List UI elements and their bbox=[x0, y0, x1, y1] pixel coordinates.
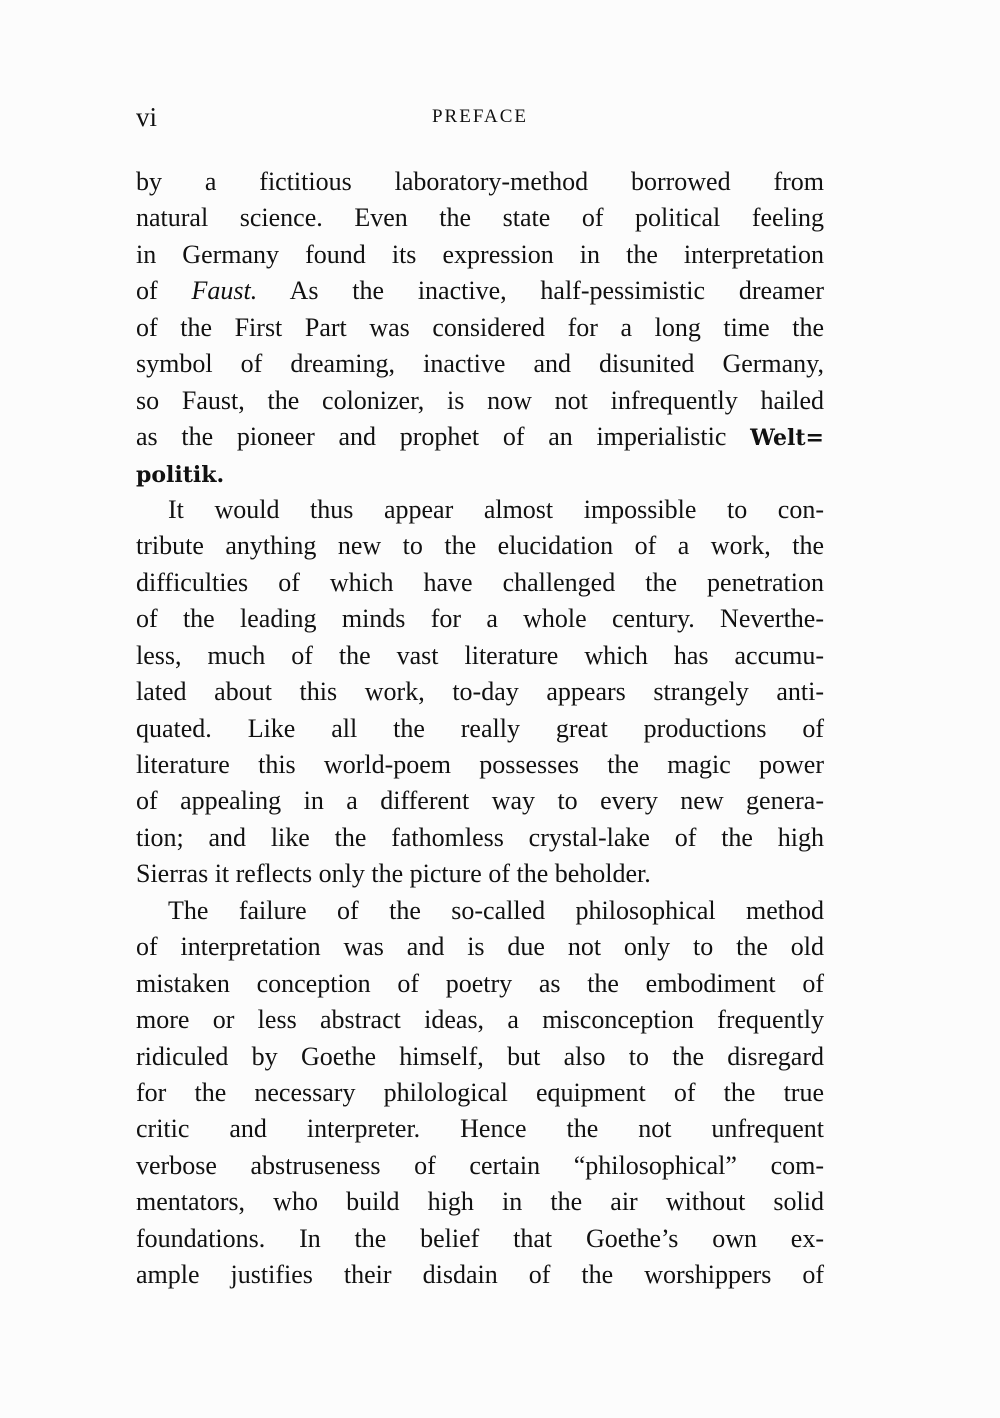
line-text: as the pioneer and prophet of an imperialistic bbox=[136, 422, 751, 452]
text-line bbox=[136, 456, 824, 492]
body-text bbox=[136, 164, 824, 1294]
text-line: of the leading minds for a whole century. Neverthe- bbox=[136, 604, 824, 634]
text-line: for the necessary philological equipment of the true bbox=[136, 1077, 824, 1107]
page-header bbox=[136, 100, 824, 134]
fraktur-word: Welt= bbox=[750, 425, 824, 452]
paragraph-3 bbox=[136, 893, 824, 1294]
text-line: tribute anything new to the elucidation of a work, the bbox=[136, 531, 824, 561]
text-line: ample justifies their disdain of the worshippers of bbox=[136, 1260, 824, 1290]
text-line: natural science. Even the state of political feeling bbox=[136, 203, 824, 233]
italic-title: Faust. bbox=[191, 276, 258, 306]
running-head: PREFACE bbox=[431, 106, 528, 127]
text-line: It would thus appear almost impossible to con- bbox=[168, 494, 824, 524]
text-line: more or less abstract ideas, a misconception frequently bbox=[136, 1005, 824, 1035]
text-line: ridiculed by Goethe himself, but also to the disregard bbox=[136, 1041, 824, 1071]
text-line: in Germany found its expression in the interpretation bbox=[136, 239, 824, 269]
text-line: mentators, who build high in the air without solid bbox=[136, 1187, 824, 1217]
text-line: quated. Like all the really great productions of bbox=[136, 713, 824, 743]
fraktur-word: politik. bbox=[136, 461, 225, 488]
text-line: by a fictitious laboratory-method borrowed from bbox=[136, 167, 824, 196]
line-text: As the inactive, half-pessimistic dreamer bbox=[257, 276, 824, 306]
text-line: verbose abstruseness of certain “philosophical” com- bbox=[136, 1150, 824, 1180]
paragraph-2 bbox=[136, 492, 824, 893]
text-line: less, much of the vast literature which has accumu- bbox=[136, 640, 824, 670]
text-line: lated about this work, to-day appears strangely anti- bbox=[136, 677, 824, 707]
text-line: of the First Part was considered for a long time the bbox=[136, 312, 824, 342]
text-line: so Faust, the colonizer, is now not infrequently hailed bbox=[136, 385, 824, 415]
text-line: foundations. In the belief that Goethe’s own ex- bbox=[136, 1223, 824, 1253]
text-line bbox=[136, 273, 824, 309]
text-line bbox=[136, 419, 824, 455]
page-number: vi bbox=[136, 102, 158, 132]
text-line: of interpretation was and is due not only to the old bbox=[136, 932, 824, 962]
text-line: Sierras it reflects only the picture of the beholder. bbox=[136, 859, 651, 889]
text-line: of appealing in a different way to every new genera- bbox=[136, 786, 824, 816]
text-line: The failure of the so-called philosophical method bbox=[168, 895, 824, 925]
text-line: difficulties of which have challenged the penetration bbox=[136, 567, 824, 597]
text-line: mistaken conception of poetry as the embodiment of bbox=[136, 968, 824, 998]
paragraph-1 bbox=[136, 164, 824, 492]
text-line: symbol of dreaming, inactive and disunited Germany, bbox=[136, 349, 824, 379]
text-line: literature this world-poem possesses the magic power bbox=[136, 750, 824, 779]
text-line: critic and interpreter. Hence the not unfrequent bbox=[136, 1114, 824, 1144]
line-text: of bbox=[136, 276, 192, 306]
text-line: tion; and like the fathomless crystal-lake of the high bbox=[136, 822, 824, 852]
